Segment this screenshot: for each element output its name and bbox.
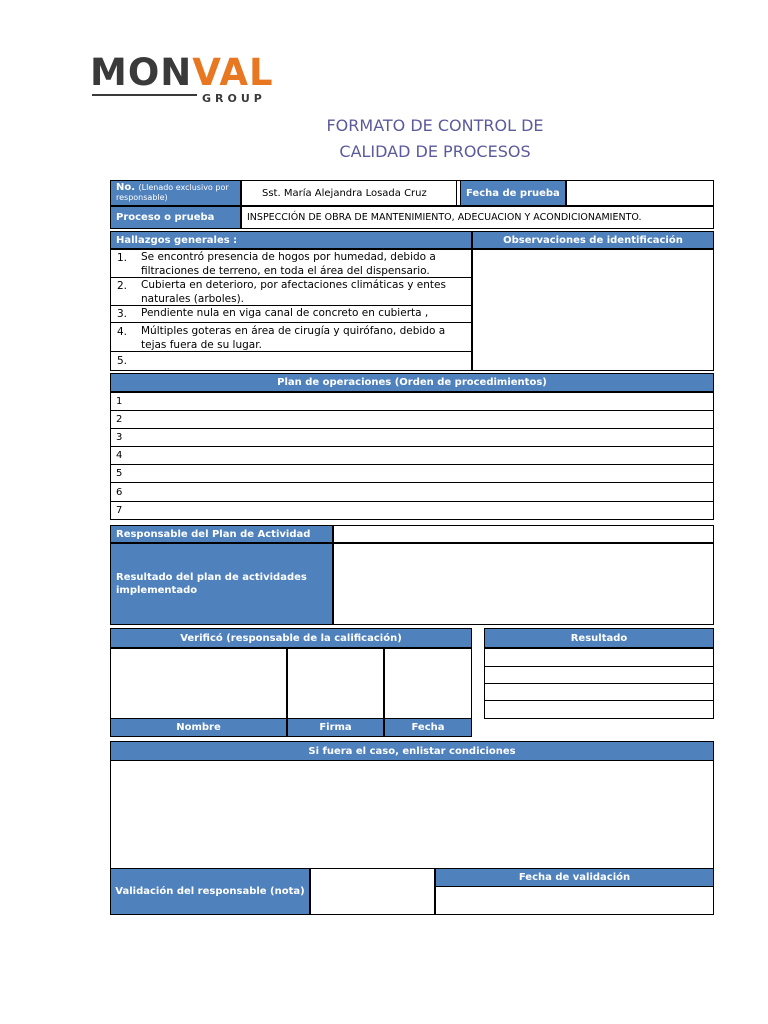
validation-grade-field[interactable]: [310, 868, 435, 915]
observations-header: [472, 231, 714, 249]
conditions-field[interactable]: [110, 760, 714, 869]
conditions-header: [110, 741, 714, 761]
validation-date-field[interactable]: [435, 886, 714, 915]
responsible-name-field[interactable]: [241, 180, 457, 206]
no-label-cell: [110, 180, 241, 206]
result-row[interactable]: [484, 683, 714, 701]
plan-row-num: 2: [116, 414, 123, 425]
finding-text: Pendiente nula en viga canal de concreto en cubierta ,: [141, 307, 429, 319]
finding-text: Cubierta en deterioro, por afectaciones climáticas y entes naturales (arboles).: [141, 279, 446, 305]
page-title-line1: FORMATO DE CONTROL DE: [326, 116, 544, 135]
result-header: [484, 628, 714, 648]
process-label: Proceso o prueba: [116, 212, 215, 223]
verify-signature-label-cell: [287, 718, 384, 737]
plan-row-num: 6: [116, 486, 123, 498]
verify-header-label: Verificó (responsable de la calificación): [180, 632, 402, 644]
logo-subtitle: GROUP: [202, 92, 266, 105]
verify-signature-label: Firma: [319, 722, 352, 733]
verify-name-label: Nombre: [176, 722, 221, 733]
responsible-name: Sst. María Alejandra Losada Cruz: [262, 187, 427, 199]
finding-num: 2.: [117, 280, 128, 292]
plan-header-label: Plan de operaciones (Orden de procedimientos): [277, 377, 547, 388]
finding-row[interactable]: [110, 322, 472, 352]
test-date-label-cell: [460, 180, 566, 206]
result-row[interactable]: [484, 648, 714, 667]
finding-row[interactable]: [110, 249, 472, 278]
plan-row[interactable]: [110, 464, 714, 483]
result-row[interactable]: [484, 666, 714, 684]
process-value-field[interactable]: [241, 206, 714, 229]
plan-row[interactable]: [110, 501, 714, 520]
result-row[interactable]: [484, 700, 714, 719]
validation-date-label-cell: [435, 868, 714, 887]
result-header-label: Resultado: [570, 632, 628, 644]
activity-result-field[interactable]: [333, 543, 714, 625]
plan-row-num: 1: [116, 396, 123, 407]
finding-row[interactable]: [110, 277, 472, 306]
observations-header-label: Observaciones de identificación: [503, 234, 683, 246]
test-date-label: Fecha de prueba: [466, 187, 560, 199]
finding-row[interactable]: [110, 305, 472, 323]
verify-signature-field[interactable]: [287, 648, 384, 719]
no-sublabel: (Llenado exclusivo por responsable): [116, 183, 229, 202]
verify-date-field[interactable]: [384, 648, 472, 719]
finding-num: 5.: [117, 355, 128, 367]
observations-field[interactable]: [472, 249, 714, 371]
page-title-line2: CALIDAD DE PROCESOS: [339, 142, 531, 161]
no-label: No.: [116, 182, 136, 193]
validation-label: Validación del responsable (nota): [115, 886, 305, 897]
verify-header: [110, 628, 472, 648]
plan-row[interactable]: [110, 410, 714, 429]
activity-responsible-label: Responsable del Plan de Actividad: [116, 528, 311, 540]
finding-num: 1.: [117, 252, 128, 264]
logo-wordmark: [90, 52, 274, 94]
activity-responsible-label-cell: [110, 525, 333, 543]
plan-row-num: 5: [116, 468, 123, 479]
findings-header-label: Hallazgos generales :: [116, 234, 238, 246]
validation-label-cell: [110, 868, 310, 915]
logo-brand-orange: VAL: [192, 51, 274, 94]
validation-date-label: Fecha de validación: [518, 872, 631, 883]
activity-result-label-cell: [110, 543, 333, 625]
plan-header: [110, 373, 714, 392]
activity-result-label: Resultado del plan de actividades implementado: [116, 572, 307, 596]
plan-row-num: 7: [116, 505, 123, 516]
verify-date-label: Fecha: [411, 722, 445, 733]
process-label-cell: [110, 206, 241, 229]
finding-text: Múltiples goteras en área de cirugía y quirófano, debido a tejas fuera de su lugar.: [141, 325, 446, 351]
plan-row-num: 3: [116, 432, 123, 443]
plan-row[interactable]: [110, 428, 714, 447]
findings-header: [110, 231, 472, 249]
plan-row[interactable]: [110, 392, 714, 411]
logo-brand-dark: MON: [90, 51, 193, 94]
logo-underline: [92, 94, 197, 96]
finding-row[interactable]: [110, 351, 472, 371]
test-date-field[interactable]: [566, 180, 714, 206]
plan-row[interactable]: [110, 482, 714, 502]
process-value: INSPECCIÓN DE OBRA DE MANTENIMIENTO, ADECUACION Y ACONDICIONAMIENTO.: [247, 212, 642, 223]
finding-num: 3.: [117, 308, 128, 320]
verify-date-label-cell: [384, 718, 472, 737]
finding-text: Se encontró presencia de hogos por humedad, debido a filtraciones de terreno, en toda el área del dispensario.: [141, 251, 436, 277]
finding-num: 4.: [117, 326, 128, 338]
plan-row[interactable]: [110, 446, 714, 465]
plan-row-num: 4: [116, 450, 123, 461]
verify-name-field[interactable]: [110, 648, 287, 719]
verify-name-label-cell: [110, 718, 287, 737]
company-logo: [90, 52, 280, 108]
conditions-header-label: Si fuera el caso, enlistar condiciones: [308, 745, 516, 757]
activity-responsible-field[interactable]: [333, 525, 714, 543]
